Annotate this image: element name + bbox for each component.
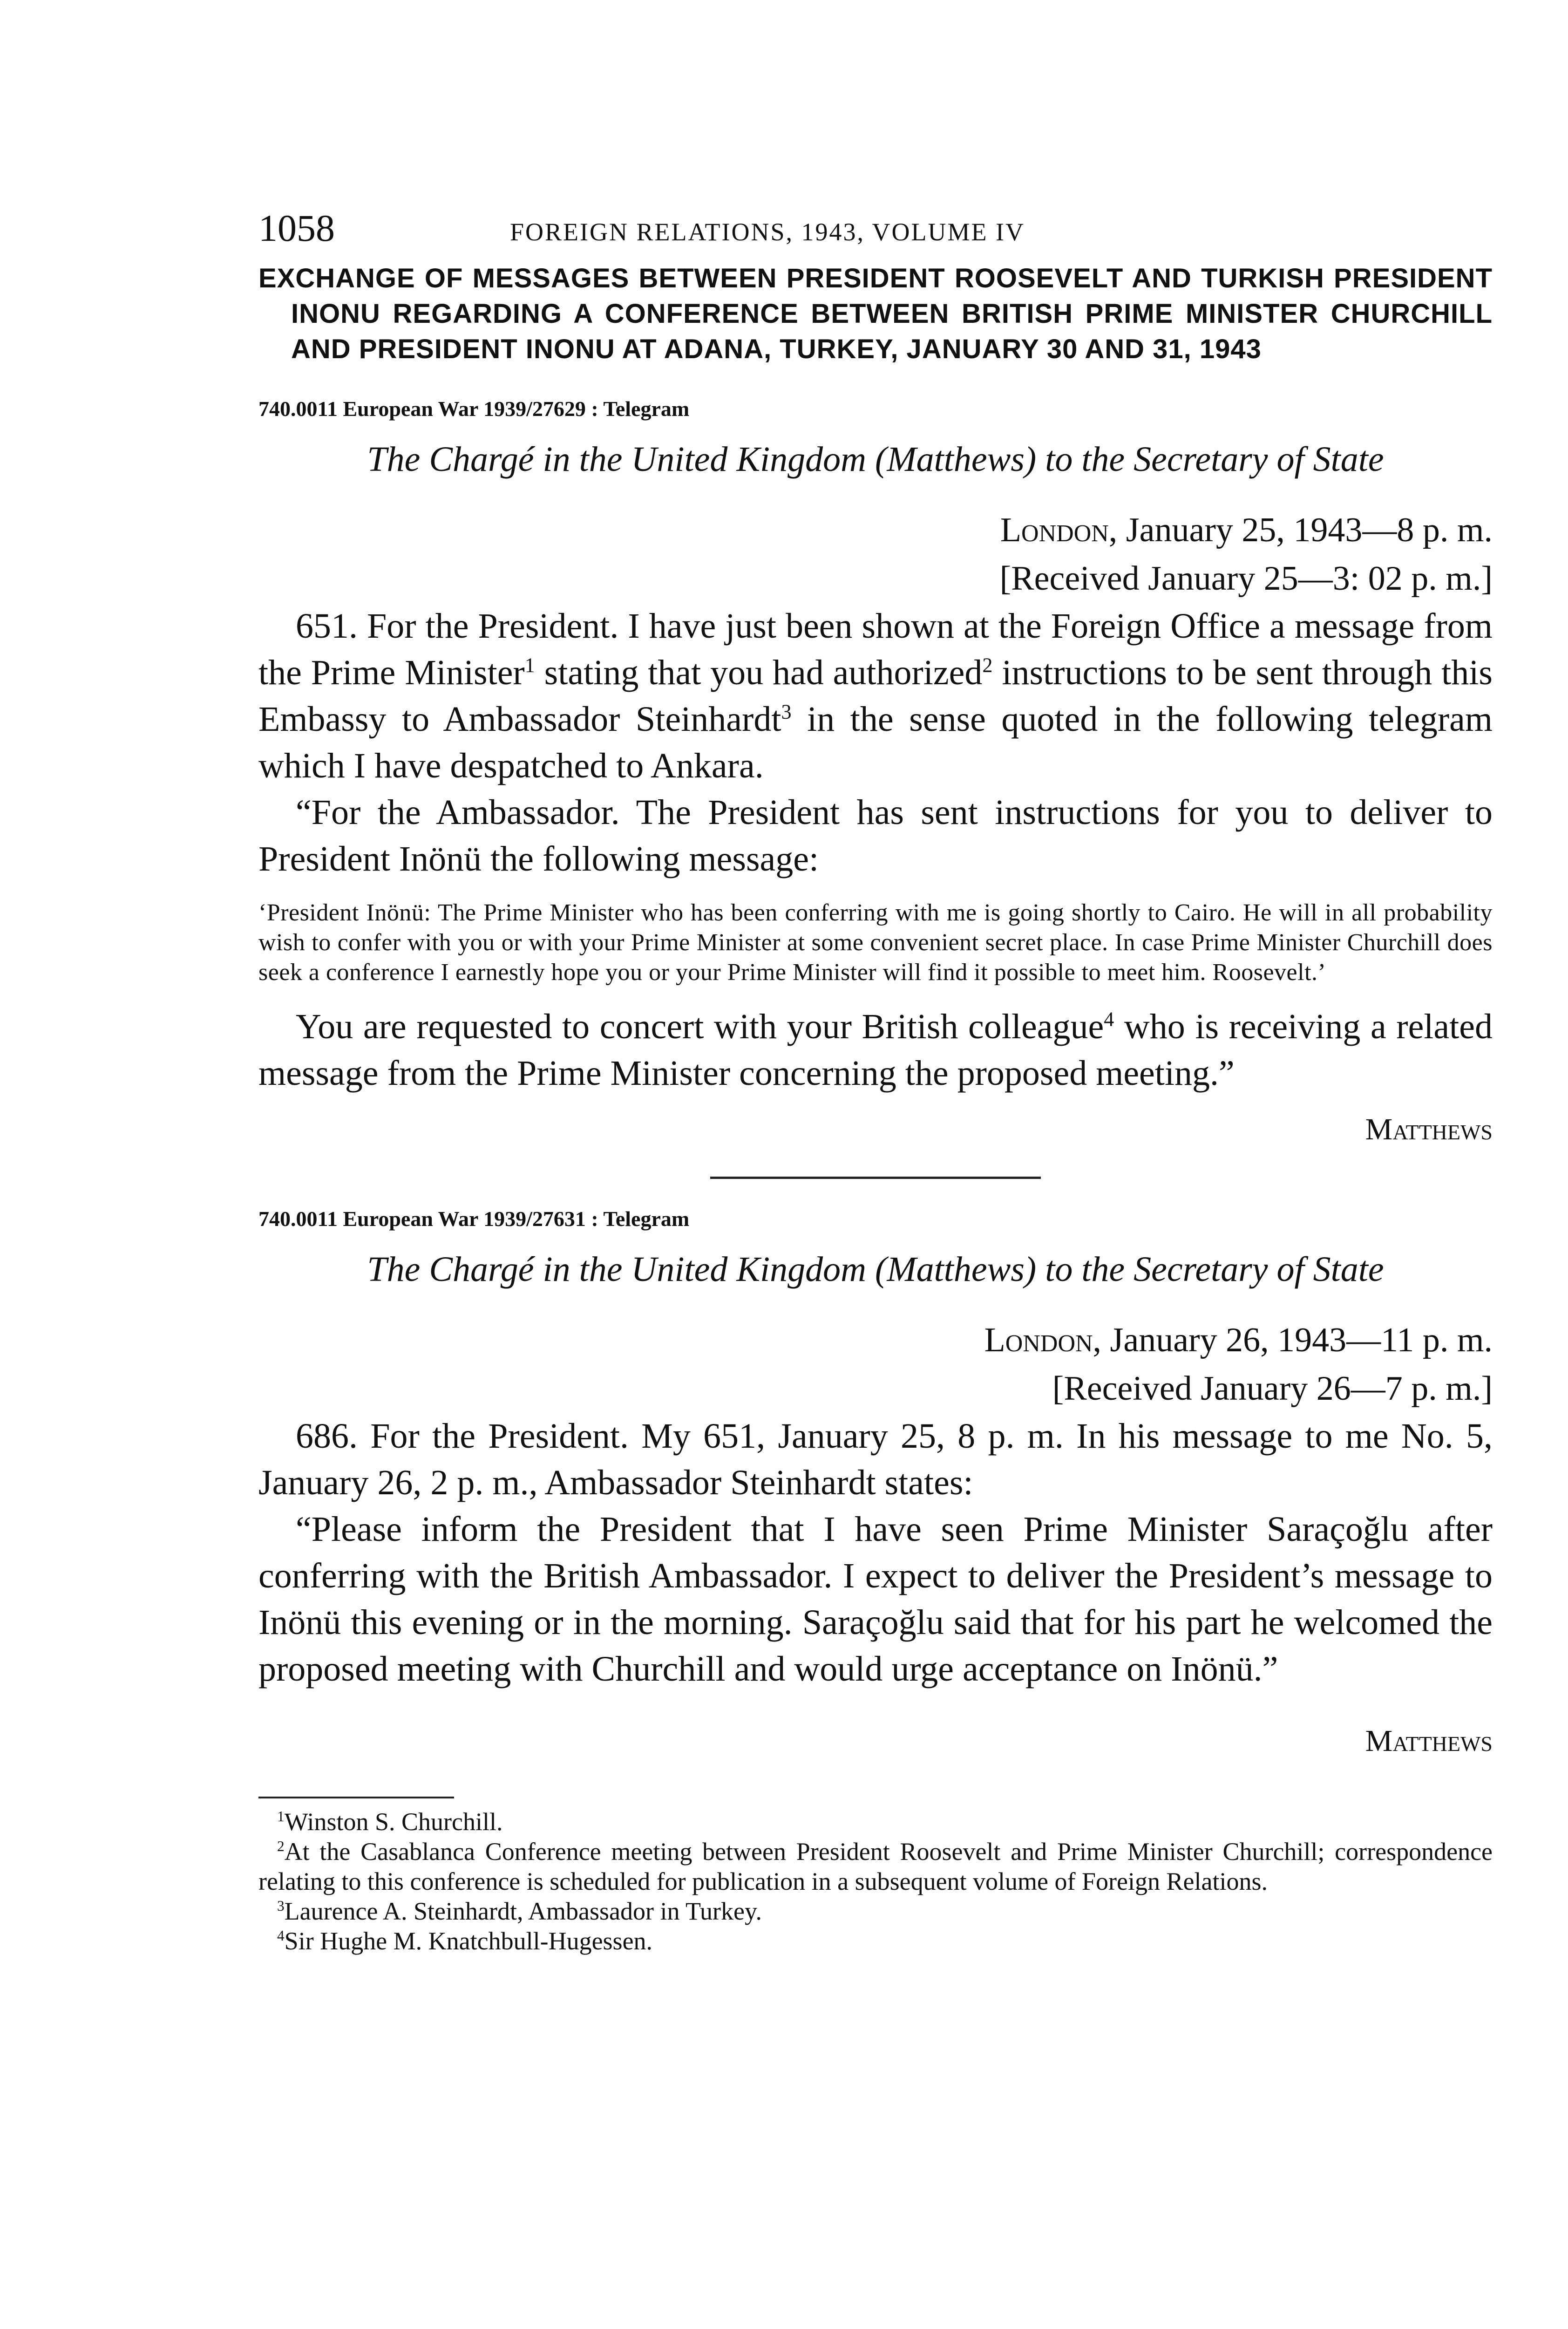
footnote-text: Laurence A. Steinhardt, Ambassador in Turkey. (284, 1897, 762, 1925)
paragraph (258, 603, 1493, 789)
running-title: FOREIGN RELATIONS, 1943, VOLUME IV (510, 218, 1025, 246)
footnote-text: Winston S. Churchill. (284, 1808, 503, 1836)
footnote-rule (258, 1797, 454, 1798)
footnote-ref: 4 (1104, 1008, 1114, 1031)
paragraph: “For the Ambassador. The President has sent instructions for you to deliver to President Inönü the following message: (258, 793, 1493, 878)
footnote-number: 4 (277, 1927, 285, 1944)
document-page (258, 205, 1493, 1956)
section-divider (710, 1177, 1041, 1179)
file-reference: 740.0011 European War 1939/27629 : Telegram (258, 397, 690, 421)
document-title: The Chargé in the United Kingdom (Matthews) to the Secretary of State (367, 1250, 1384, 1289)
text-run: in the sense quoted in the following telegram which I have despatched to Ankara. (258, 700, 1493, 785)
text-run: instructions to be sent through this Embassy to Ambassador Steinhardt (258, 653, 1493, 739)
running-head (258, 205, 1493, 261)
footnote-ref: 2 (982, 654, 993, 677)
dateline (258, 1316, 1493, 1364)
received-line: [Received January 26—7 p. m.] (1052, 1369, 1493, 1408)
page-number: 1058 (258, 207, 335, 249)
text-run: 651. For the President. I have just been shown at the Foreign Office a message from the Prime Minister (258, 606, 1493, 692)
file-reference: 740.0011 European War 1939/27631 : Telegram (258, 1207, 690, 1231)
footnote-number: 1 (277, 1808, 285, 1825)
footnote (258, 1807, 1493, 1837)
dateline-date: , January 25, 1943—8 p. m. (1108, 511, 1493, 549)
paragraph (258, 1003, 1493, 1096)
text-run: You are requested to concert with your British colleague (296, 1007, 1104, 1046)
footnote-text: At the Casablanca Conference meeting between President Roosevelt and Prime Minister Churchill; correspondence relating to this conference is scheduled for publication in a subsequent volume of Foreign Relations. (258, 1838, 1493, 1895)
text-run: stating that you had authorized (535, 653, 983, 692)
signature: Matthews (1365, 1112, 1493, 1146)
footnote (258, 1926, 1493, 1956)
section-heading: EXCHANGE OF MESSAGES BETWEEN PRESIDENT ROOSEVELT AND TURKISH PRESIDENT INONU REGARDING A CONFERENCE BETWEEN BRITISH PRIME MINISTER CHURCHILL AND PRESIDENT INONU AT ADANA, TURKEY, JANUARY 30 AND 31, 1943 (258, 263, 1493, 364)
dateline-place: London (1000, 511, 1109, 549)
footnote-ref: 1 (524, 654, 535, 677)
footnote-ref: 3 (781, 700, 792, 723)
dateline-place: London (984, 1321, 1093, 1359)
text-run: who is receiving a related message from the Prime Minister concerning the proposed meeting.” (258, 1007, 1493, 1093)
footnote (258, 1896, 1493, 1926)
paragraph: “Please inform the President that I have seen Prime Minister Saraçoğlu after conferring with the British Ambassador. I expect to deliver the President’s message to Inönü this evening or in the morning. Saraçoğlu said that for his part he welcomed the proposed meeting with Churchill and would urge acceptance on Inönü.” (258, 1510, 1493, 1689)
received-line: [Received January 25—3: 02 p. m.] (999, 559, 1493, 598)
footnote (258, 1837, 1493, 1896)
quoted-message: ‘President Inönü: The Prime Minister who has been conferring with me is going shortly to Cairo. He will in all probability wish to confer with you or with your Prime Minister at some convenient secret place. In case Prime Minister Churchill does seek a conference I earnestly hope you or your Prime Minister will find it possible to meet him. Roosevelt.’ (258, 899, 1493, 986)
footnote-text: Sir Hughe M. Knatchbull-Hugessen. (284, 1927, 653, 1955)
dateline-date: , January 26, 1943—11 p. m. (1093, 1321, 1493, 1359)
document-title: The Chargé in the United Kingdom (Matthews) to the Secretary of State (367, 440, 1384, 479)
footnote-number: 2 (277, 1838, 285, 1854)
signature: Matthews (1365, 1724, 1493, 1758)
paragraph: 686. For the President. My 651, January 25, 8 p. m. In his message to me No. 5, January 26, 2 p. m., Ambassador Steinhardt states: (258, 1416, 1493, 1502)
dateline (258, 506, 1493, 554)
footnote-number: 3 (277, 1898, 285, 1914)
footnotes (258, 1807, 1493, 1956)
telegram-651 (258, 395, 1493, 1151)
telegram-686 (258, 1205, 1493, 1762)
